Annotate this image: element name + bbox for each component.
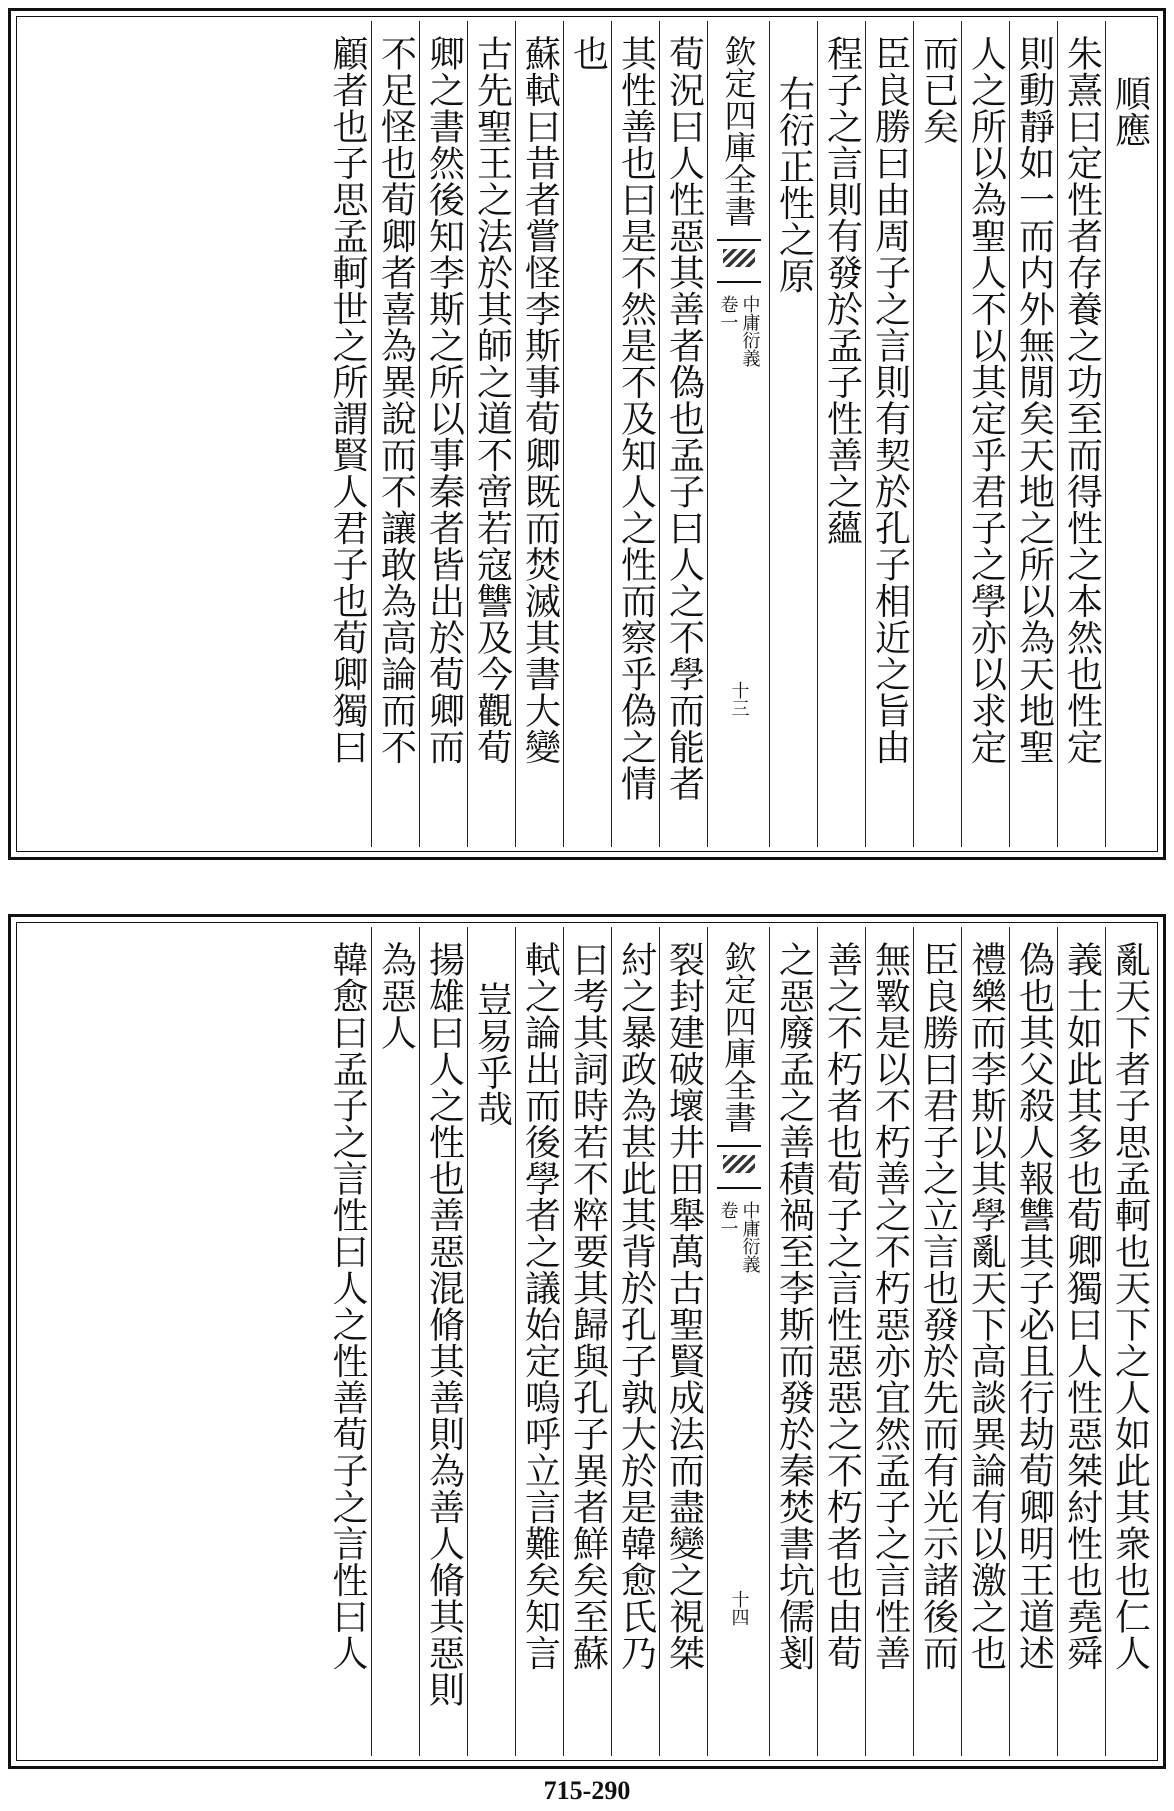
text-column: 紂之暴政為甚此其背於孔子孰大於是韓愈氏乃 — [611, 927, 659, 1756]
text-column: 為惡人 — [371, 927, 419, 1756]
spine-title: 欽定四庫全書 — [719, 35, 758, 227]
text-column: 韓愈曰孟子之言性曰人之性善荀子之言性曰人 — [327, 941, 368, 1671]
text-column: 豈易乎哉 — [467, 927, 515, 1756]
fish-tail-mark-icon — [717, 1145, 761, 1189]
text-column: 之惡廢孟之善積禍至李斯而發於秦焚書坑儒剗 — [769, 927, 817, 1756]
text-column: 偽也其父殺人報讐其子必且行劫荀卿明王道述 — [1009, 927, 1057, 1756]
text-column: 臣良勝曰君子之立言也發於先而有光示諸後而 — [913, 927, 961, 1756]
text-column: 古先聖王之法於其師之道不啻若寇讐及今觀荀 — [467, 21, 515, 847]
page-number: 715-290 — [543, 1776, 631, 1805]
text-column: 禮樂而李斯以其學亂天下高談異論有以激之也 — [961, 927, 1009, 1756]
text-column: 臣良勝曰由周子之言則有契於孔子相近之旨由 — [865, 21, 913, 847]
text-column: 順應 — [1105, 21, 1153, 847]
text-column: 善之不朽者也荀子之言性惡惡之不朽者也由荀 — [817, 927, 865, 1756]
text-columns-bottom — [21, 927, 1153, 1756]
spine-title: 欽定四庫全書 — [719, 941, 758, 1133]
text-column: 亂天下者子思孟軻也天下之人如此其衆也仁人 — [1105, 927, 1153, 1756]
text-column: 無斁是以不朽善之不朽惡亦宜然孟子之言性善 — [865, 927, 913, 1756]
text-column: 卿之書然後知李斯之所以事秦者皆出於荀卿而 — [419, 21, 467, 847]
text-column: 軾之論出而後學者之議始定嗚呼立言難矣知言 — [515, 927, 563, 1756]
section-heading-column: 右衍正性之原 — [769, 21, 817, 847]
spine-info — [718, 295, 760, 367]
spine-volume: 卷一 — [717, 295, 739, 331]
text-column: 裂封建破壞井田舉萬古聖賢成法而盡變之視桀 — [659, 927, 707, 1756]
text-column: 蘇軾曰昔者嘗怪李斯事荀卿既而焚滅其書大變 — [515, 21, 563, 847]
spine-page: 十四 — [728, 1590, 750, 1626]
text-column: 而已矣 — [913, 21, 961, 847]
spine-book: 中庸衍義 — [739, 1201, 761, 1273]
text-column: 也 — [563, 21, 611, 847]
text-column: 荀況曰人性惡其善者偽也孟子曰人之不學而能者 — [659, 21, 707, 847]
text-column: 不足怪也荀卿者喜為異說而不讓敢為高論而不 — [371, 21, 419, 847]
text-column: 人之所以為聖人不以其定乎君子之學亦以求定 — [961, 21, 1009, 847]
spine-page: 十三 — [728, 681, 750, 717]
fish-tail-mark-icon — [717, 239, 761, 283]
spine-volume: 卷一 — [717, 1201, 739, 1237]
page-panel-bottom — [8, 914, 1166, 1769]
text-columns-top — [21, 21, 1153, 847]
text-column: 朱熹曰定性者存養之功至而得性之本然也性定 — [1057, 21, 1105, 847]
text-column: 其性善也曰是不然是不及知人之性而察乎偽之情 — [611, 21, 659, 847]
text-column: 曰考其詞時若不粹要其歸與孔子異者鮮矣至蘇 — [563, 927, 611, 1756]
spine-info — [718, 1201, 760, 1273]
text-column: 則動靜如一而内外無閒矣天地之所以為天地聖 — [1009, 21, 1057, 847]
text-column: 顧者也子思孟軻世之所謂賢人君子也荀卿獨曰 — [327, 35, 368, 765]
text-column: 程子之言則有發於孟子性善之蘊 — [817, 21, 865, 847]
center-spine-bottom — [707, 927, 769, 1756]
center-spine-top — [707, 21, 769, 847]
text-column: 揚雄曰人之性也善惡混脩其善則為善人脩其惡則 — [419, 927, 467, 1756]
spine-book: 中庸衍義 — [739, 295, 761, 367]
page-panel-top — [8, 8, 1166, 860]
text-column: 義士如此其多也荀卿獨曰人性惡桀紂性也堯舜 — [1057, 927, 1105, 1756]
